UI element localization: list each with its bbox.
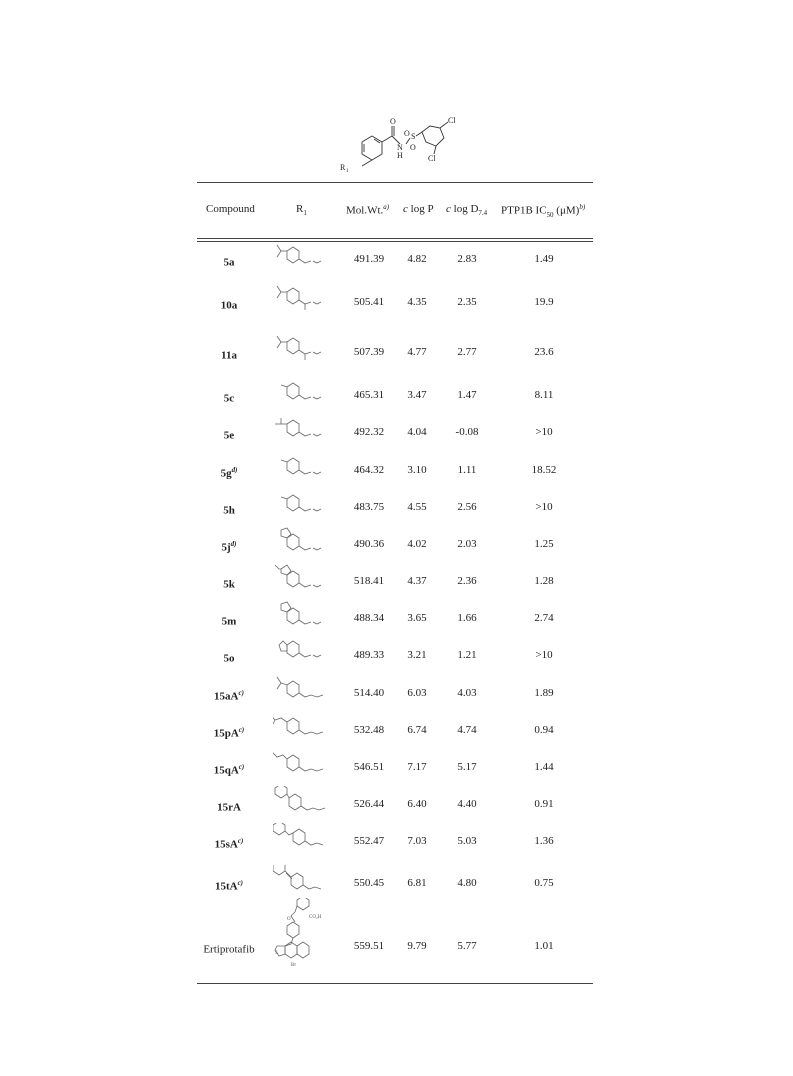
compound-id: $15aA^{c)}$ [214, 689, 244, 703]
header-r1: $R_1$ [296, 203, 307, 218]
table-row [197, 497, 593, 517]
mol-wt: 514.40 [353, 687, 385, 699]
ertiprotafib-structure-icon [273, 898, 327, 968]
clogp: 9.79 [407, 940, 427, 952]
acylsulfonamide-scaffold-icon [330, 112, 470, 178]
clogp: 6.81 [407, 877, 427, 889]
svg-text:S: S [275, 951, 278, 956]
clogp: 4.55 [407, 501, 427, 513]
table-row [197, 571, 593, 591]
ic50: 0.91 [534, 798, 554, 810]
clogp: 4.02 [407, 538, 427, 550]
hydroxy-benzyl-icon [273, 377, 327, 407]
compound-id: 15rA [217, 801, 241, 814]
header-compound: Compound [206, 203, 255, 215]
alkenyl-benzyloxy-icon [273, 712, 327, 742]
compound-id: 11a [221, 349, 237, 362]
mol-wt: 488.34 [353, 612, 385, 624]
amino-benzyl-icon [273, 452, 327, 482]
clogd: 1.11 [457, 464, 477, 476]
indoline-icon [273, 526, 327, 556]
header-mol-wt: Mol.Wt.$^{a)}$ [346, 203, 390, 217]
header-rule-1 [197, 238, 593, 239]
compound-id: 5o [223, 652, 235, 665]
svg-text:Br: Br [291, 963, 296, 968]
clogp: 6.40 [407, 798, 427, 810]
svg-text:CO₂H: CO₂H [309, 915, 322, 920]
clogp: 7.03 [407, 835, 427, 847]
table-row [197, 915, 593, 968]
ic50: 1.36 [534, 835, 554, 847]
header-clogp: c log P [403, 203, 434, 215]
table-row [197, 683, 593, 703]
ic50: 2.74 [534, 612, 554, 624]
mol-wt: 532.48 [353, 724, 385, 736]
clogd: 2.35 [457, 296, 477, 308]
svg-text:O: O [404, 129, 410, 138]
compound-id: 5c [223, 392, 235, 405]
clogp: 3.10 [407, 464, 427, 476]
phenylethynyl-benzyloxy-icon [273, 865, 327, 895]
table-row [197, 460, 593, 480]
table-row [197, 831, 593, 851]
styryl-benzyloxy-icon [273, 823, 327, 853]
clogd: 5.77 [457, 940, 477, 952]
clogd: 1.47 [457, 389, 477, 401]
indole-icon [273, 600, 327, 630]
clogd: 1.66 [457, 612, 477, 624]
svg-text:O: O [410, 143, 416, 152]
ic50: 1.28 [534, 575, 554, 587]
ic50: 1.49 [534, 253, 554, 265]
clogp: 6.03 [407, 687, 427, 699]
clogd: 4.80 [457, 877, 477, 889]
biphenyl-benzyloxy-icon [273, 786, 327, 816]
table-row [197, 645, 593, 665]
svg-text:S: S [411, 132, 416, 141]
compound-id: $15tA^{c)}$ [214, 879, 244, 893]
clogd: -0.08 [455, 426, 479, 438]
ic50: 19.9 [534, 296, 554, 308]
svg-text:R: R [340, 163, 346, 172]
ic50: 0.75 [534, 877, 554, 889]
header-clogd: c $\log D_{7.4}$ [446, 203, 488, 218]
svg-text:N: N [397, 143, 403, 152]
table-row [197, 794, 593, 814]
table-row [197, 608, 593, 628]
clogd: 1.21 [457, 649, 477, 661]
mol-wt: 492.32 [353, 426, 385, 438]
svg-text:Cl: Cl [428, 154, 436, 163]
table-row [197, 757, 593, 777]
compound-id: 5h [223, 504, 235, 517]
benzimidazole-icon [273, 637, 327, 667]
table-bottom-rule [197, 983, 593, 984]
clogp: 4.35 [407, 296, 427, 308]
svg-text:H: H [397, 151, 403, 160]
ic50: 0.94 [534, 724, 554, 736]
clogd: 4.74 [457, 724, 477, 736]
compound-id: $15pA^{c)}$ [213, 726, 245, 740]
mol-wt: 526.44 [353, 798, 385, 810]
clogd: 2.77 [457, 346, 477, 358]
clogd: 5.03 [457, 835, 477, 847]
mol-wt: 518.41 [353, 575, 385, 587]
ic50: 8.11 [534, 389, 554, 401]
mol-wt: 489.33 [353, 649, 385, 661]
ic50: 1.01 [534, 940, 554, 952]
scaffold-structure [330, 112, 470, 178]
svg-text:O: O [287, 917, 291, 922]
mol-wt: 490.36 [353, 538, 385, 550]
compound-id: $15sA^{c)}$ [214, 837, 244, 851]
compound-id: 5k [223, 578, 235, 591]
mol-wt: 546.51 [353, 761, 385, 773]
clogp: 3.65 [407, 612, 427, 624]
header-rule-2 [197, 241, 593, 242]
clogd: 2.03 [457, 538, 477, 550]
mol-wt: 552.47 [353, 835, 385, 847]
compound-id: 10a [220, 299, 238, 312]
long-alkenyl-benzyloxy-icon [273, 749, 327, 779]
compound-id: $15qA^{c)}$ [213, 763, 245, 777]
header-ic50: PTP1B $IC_{50}$ $(\mu M)^{b)}$ [501, 203, 586, 219]
mol-wt: 465.31 [353, 389, 385, 401]
svg-text:O: O [390, 117, 396, 126]
ic50: >10 [535, 501, 553, 513]
mol-wt: 550.45 [353, 877, 385, 889]
ic50: >10 [535, 649, 553, 661]
ic50: 1.25 [534, 538, 554, 550]
clogd: 5.17 [457, 761, 477, 773]
svg-text:1: 1 [346, 169, 349, 174]
clogd: 2.56 [457, 501, 477, 513]
table-row [197, 422, 593, 442]
clogp: 7.17 [407, 761, 427, 773]
compound-id: 5a [223, 256, 235, 269]
table-row [197, 342, 593, 362]
mol-wt: 491.39 [353, 253, 385, 265]
carboxy-benzyl-icon [273, 414, 327, 444]
ic50: 23.6 [534, 346, 554, 358]
table-row [197, 534, 593, 554]
table-row [197, 292, 593, 312]
ic50: 18.52 [531, 464, 557, 476]
clogp: 4.37 [407, 575, 427, 587]
compound-id: 5m [221, 615, 237, 628]
table-row [197, 249, 593, 269]
compound-id: 5e [223, 429, 235, 442]
compound-id: Ertiprotafib [203, 943, 255, 956]
chloro-benzyl-icon [273, 489, 327, 519]
isobutyl-benzamide-icon [273, 284, 327, 314]
clogd: 4.03 [457, 687, 477, 699]
clogd: 4.40 [457, 798, 477, 810]
table-row [197, 720, 593, 740]
clogp: 3.47 [407, 389, 427, 401]
compound-id: $5j^{d)}$ [221, 540, 237, 554]
ic50: 1.44 [534, 761, 554, 773]
mol-wt: 505.41 [353, 296, 385, 308]
clogd: 2.36 [457, 575, 477, 587]
isobutyl-benzyloxy-icon [273, 675, 327, 705]
mol-wt: 464.32 [353, 464, 385, 476]
svg-text:Cl: Cl [448, 116, 456, 125]
ic50: 1.89 [534, 687, 554, 699]
clogp: 3.21 [407, 649, 427, 661]
mol-wt: 559.51 [353, 940, 385, 952]
clogp: 4.04 [407, 426, 427, 438]
table-row [197, 385, 593, 405]
mol-wt: 507.39 [353, 346, 385, 358]
isobutyl-benzamide-icon [273, 334, 327, 364]
clogd: 2.83 [457, 253, 477, 265]
table-top-rule [197, 182, 593, 183]
ic50: >10 [535, 426, 553, 438]
clogp: 4.77 [407, 346, 427, 358]
table-row [197, 873, 593, 893]
clogp: 6.74 [407, 724, 427, 736]
isobutyl-benzyl-icon [273, 241, 327, 271]
clogp: 4.82 [407, 253, 427, 265]
compound-id: $5g^{d)}$ [220, 466, 238, 480]
ethyl-indoline-icon [273, 563, 327, 593]
mol-wt: 483.75 [353, 501, 385, 513]
